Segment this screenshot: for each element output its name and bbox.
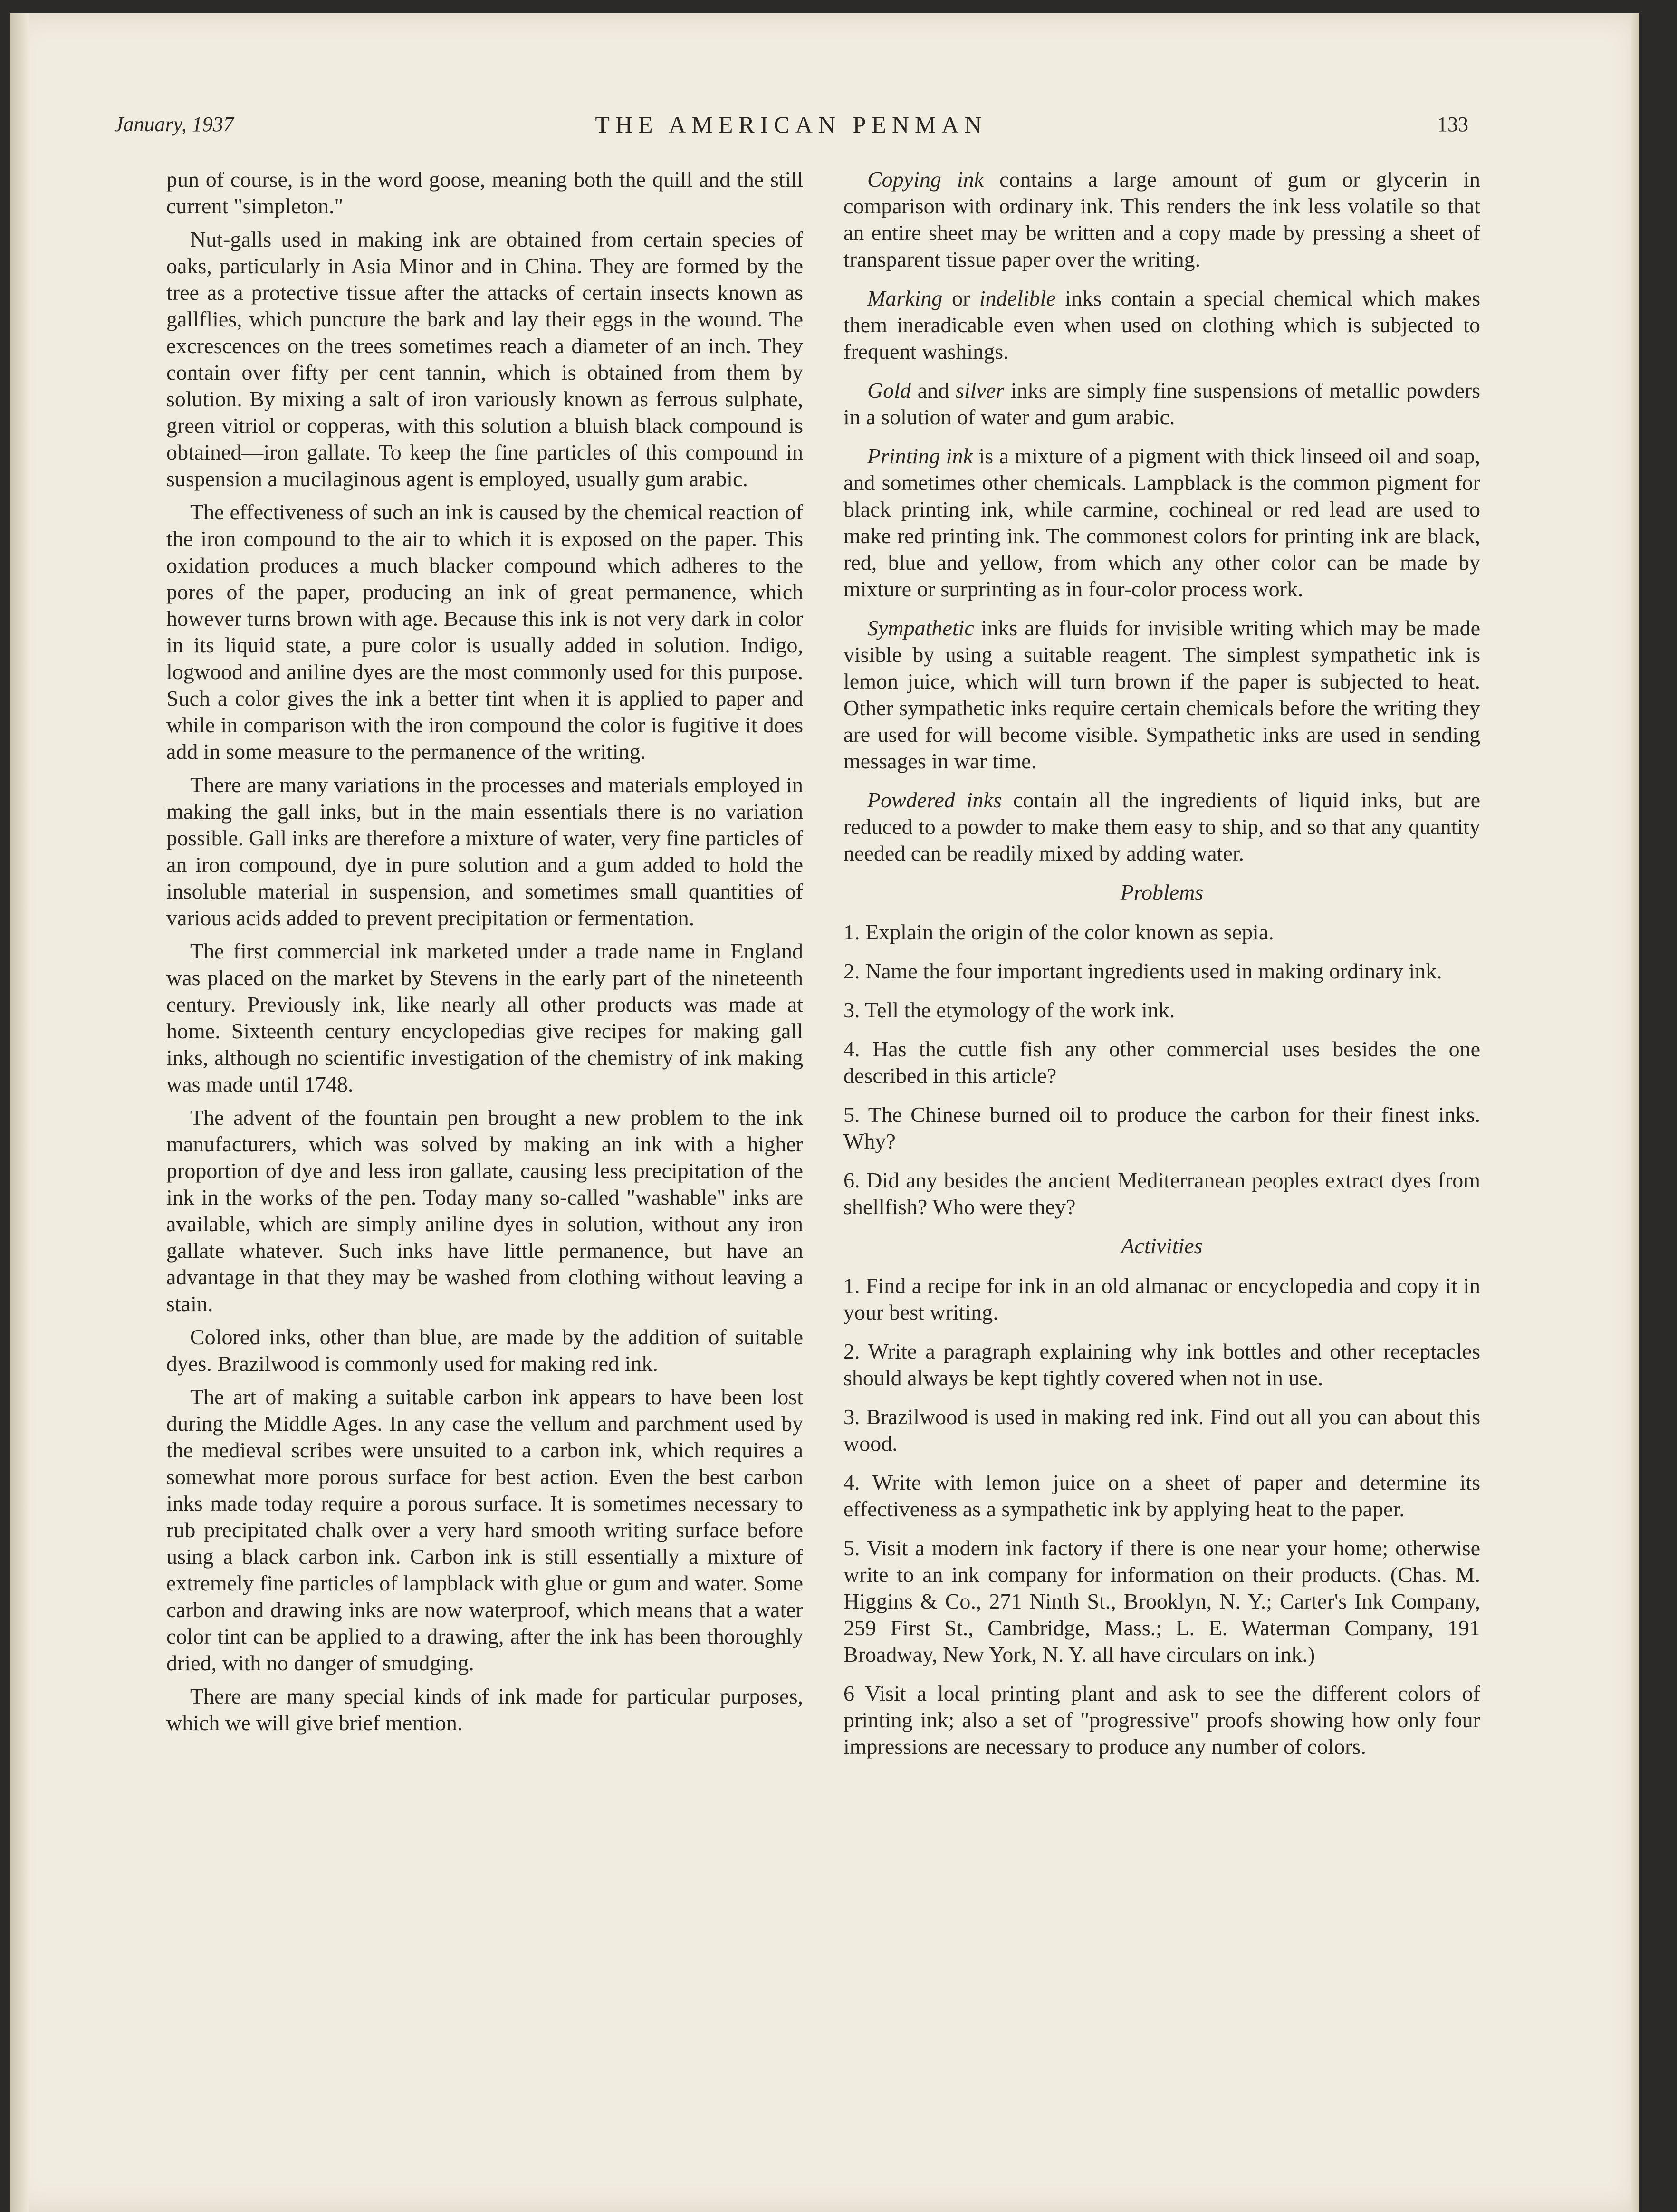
ink-type-paragraph xyxy=(843,787,1480,867)
ink-term: Printing ink xyxy=(867,444,973,468)
ink-type-paragraph xyxy=(843,443,1480,603)
publication-title: THE AMERICAN PENMAN xyxy=(595,111,987,138)
ink-term: Marking xyxy=(867,286,943,310)
ink-term-joiner: or xyxy=(942,286,979,310)
ink-type-paragraph xyxy=(843,615,1480,775)
ink-description: contains a large amount of gum or glycerin in comparison with ordinary ink. This renders the ink less volatile so that an entire sheet may be written and a copy made by pressing a sheet of transparent tissue paper over the writing. xyxy=(843,167,1481,271)
ink-type-paragraph xyxy=(843,166,1480,273)
ink-type-paragraph xyxy=(843,377,1480,431)
paragraph: The art of making a suitable carbon ink appears to have been lost during the Middle Ages. In any case the vellum and parchment used by the medieval scribes were unsuited to a carbon ink, which requires a somewhat more porous surface for best action. Even the best carbon inks made today require a porous surface. It is sometimes necessary to rub precipitated chalk over a very hard smooth writing surface before using a black carbon ink. Carbon ink is still essentially a mixture of extremely fine particles of lampblack with glue or gum and water. Some carbon and drawing inks are now waterproof, which means that a water color tint can be applied to a drawing, after the ink has been thoroughly dried, with no danger of smudging. xyxy=(166,1385,803,1675)
paragraph: Nut-galls used in making ink are obtained from certain species of oaks, particularly in Asia Minor and in China. They are formed by the tree as a protective tissue after the attacks of certain insects known as gallflies, which puncture the bark and lay their eggs in the wound. The excrescences on the trees sometimes reach a diameter of an inch. They contain over fifty per cent tannin, which is obtained from them by solution. By mixing a salt of iron variously known as ferrous sulphate, green vitriol or copperas, with this solution a bluish black compound is obtained—iron gallate. To keep the fine particles of this compound in suspension a mucilaginous agent is employed, usually gum arabic. xyxy=(166,227,803,491)
paragraph: Colored inks, other than blue, are made by the addition of suitable dyes. Brazilwood is commonly used for making red ink. xyxy=(166,1325,803,1376)
page-header xyxy=(114,110,1468,153)
activity-item: 4. Write with lemon juice on a sheet of paper and determine its effectiveness as a sympathetic ink by applying heat to the paper. xyxy=(843,1470,1480,1521)
paragraph: There are many special kinds of ink made for particular purposes, which we will give brief mention. xyxy=(166,1684,803,1735)
paragraph: The advent of the fountain pen brought a new problem to the ink manufacturers, which was solved by making an ink with a higher proportion of dye and less iron gallate, causing less precipitation of the ink in the works of the pen. Today many so-called "washable" inks are available, which are simply aniline dyes in solution, without any iron gallate whatever. Such inks have little permanence, but have an advantage in that they may be washed from clothing without leaving a stain. xyxy=(166,1105,803,1316)
ink-description: contain all the ingredients of liquid inks, but are reduced to a powder to make them easy to ship, and so that any quantity needed can be readily mixed by adding water. xyxy=(843,788,1480,865)
ink-term: silver xyxy=(955,378,1005,402)
problems-heading: Problems xyxy=(1120,880,1204,904)
ink-term: Copying ink xyxy=(867,167,984,192)
ink-description: is a mixture of a pigment with thick linseed oil and soap, and sometimes other chemicals. Lampblack is the common pigment for black printing ink, while carmine, cochineal or red lead are used to make red printing ink. The commonest colors for printing ink are black, red, blue and yellow, from which any other color can be made by mixture or surprinting as in four-color process work. xyxy=(843,444,1480,601)
right-column xyxy=(843,166,1480,1772)
ink-term: Gold xyxy=(867,378,911,402)
left-column xyxy=(166,166,803,1743)
problem-item: 3. Tell the etymology of the work ink. xyxy=(843,998,1175,1022)
page-number: 133 xyxy=(1437,113,1468,136)
activity-item: 5. Visit a modern ink factory if there is one near your home; otherwise write to an ink company for information on their products. (Chas. M. Higgins & Co., 271 Ninth St., Brooklyn, N. Y.; Carter's Ink Company, 259 First St., Cambridge, Mass.; L. E. Waterman Company, 191 Broadway, New York, N. Y. all have circulars on ink.) xyxy=(843,1536,1480,1666)
problem-item: 2. Name the four important ingredients used in making ordinary ink. xyxy=(843,959,1442,983)
problem-item: 1. Explain the origin of the color known as sepia. xyxy=(843,920,1274,944)
paragraph: The first commercial ink marketed under a trade name in England was placed on the market by Stevens in the early part of the nineteenth century. Previously ink, like nearly all other products was made at home. Sixteenth century encyclopedias give recipes for making gall inks, although no scientific investigation of the chemistry of ink making was made until 1748. xyxy=(166,939,803,1096)
page-spine xyxy=(10,13,29,2212)
ink-description: inks are simply fine suspensions of metallic powders in a solution of water and gum arabic. xyxy=(843,378,1480,429)
problem-item: 6. Did any besides the ancient Mediterranean peoples extract dyes from shellfish? Who were they? xyxy=(843,1168,1480,1219)
paragraph: The effectiveness of such an ink is caused by the chemical reaction of the iron compound to the air to which it is exposed on the paper. This oxidation produces a much blacker compound which adheres to the pores of the paper, producing an ink of great permanence, which however turns brown with age. Because this ink is not very dark in color in its liquid state, a pure color is usually added in solution. Indigo, logwood and aniline dyes are the most commonly used for this purpose. Such a color gives the ink a better tint when it is applied to paper and while in comparison with the iron compound the color is fugitive it does add in some measure to the permanence of the writing. xyxy=(166,500,803,764)
page-edge xyxy=(1631,13,1639,2212)
activity-item: 3. Brazilwood is used in making red ink. Find out all you can about this wood. xyxy=(843,1405,1480,1456)
ink-description: inks are fluids for invisible writing which may be made visible by using a suitable reagent. The simplest sympathetic ink is lemon juice, which will turn brown if the paper is subjected to heat. Other sympathetic inks require certain chemicals before the writing they are used for will become visible. Sympathetic inks are used in sending messages in war time. xyxy=(843,616,1480,773)
problem-item: 4. Has the cuttle fish any other commercial uses besides the one described in this article? xyxy=(843,1037,1480,1088)
problem-item: 5. The Chinese burned oil to produce the carbon for their finest inks. Why? xyxy=(843,1102,1480,1153)
ink-term-joiner: and xyxy=(911,378,956,402)
ink-term: Powdered inks xyxy=(867,788,1002,812)
activity-item: 1. Find a recipe for ink in an old almanac or encyclopedia and copy it in your best writing. xyxy=(843,1274,1480,1324)
ink-term: Sympathetic xyxy=(867,616,974,640)
issue-date: January, 1937 xyxy=(114,113,234,136)
paragraph: pun of course, is in the word goose, meaning both the quill and the still current "simpleton." xyxy=(166,167,803,218)
ink-type-paragraph xyxy=(843,285,1480,365)
paragraph: There are many variations in the processes and materials employed in making the gall inks, but in the main essentials there is no variation possible. Gall inks are therefore a mixture of water, very fine particles of an iron compound, dye in pure solution and a gum added to hold the insoluble material in suspension, and sometimes small quantities of various acids added to prevent precipitation or fermentation. xyxy=(166,773,803,930)
activity-item: 6 Visit a local printing plant and ask to see the different colors of printing ink; also a set of "progressive" proofs showing how only four impressions are necessary to produce any number of colors. xyxy=(843,1681,1480,1759)
ink-description: inks contain a special chemical which makes them ineradicable even when used on clothing which is subjected to frequent washings. xyxy=(843,286,1480,364)
ink-term: indelible xyxy=(979,286,1056,310)
activities-heading: Activities xyxy=(1121,1234,1203,1258)
activity-item: 2. Write a paragraph explaining why ink bottles and other receptacles should always be kept tightly covered when not in use. xyxy=(843,1339,1480,1390)
